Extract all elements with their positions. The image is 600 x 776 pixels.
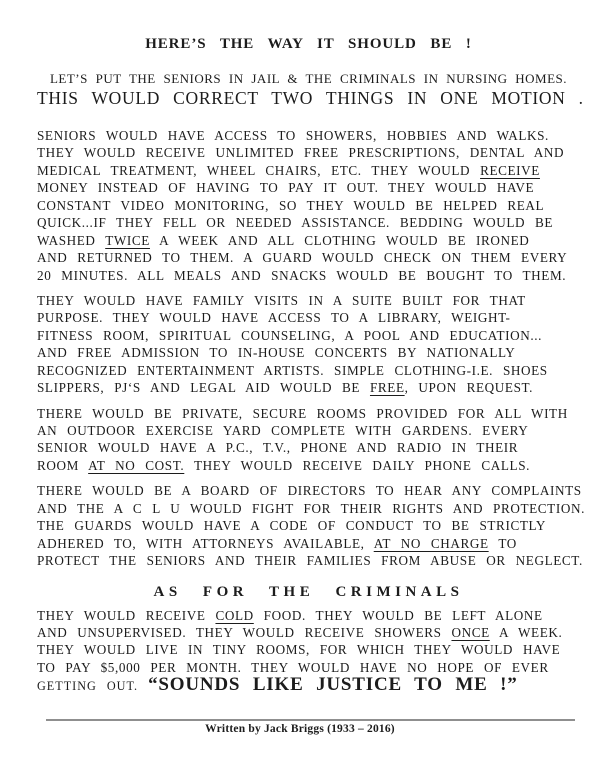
text-line (37, 292, 580, 309)
text-segment: RECOGNIZED ENTERTAINMENT ARTISTS. SIMPLE CLOTHING-I.E. SHOES (37, 362, 548, 378)
intro-line-1: LET’S PUT THE SENIORS IN JAIL & THE CRIMINALS IN NURSING HOMES. (49, 71, 568, 86)
text-line (37, 641, 580, 658)
text-segment: THEY WOULD RECEIVE (37, 607, 216, 623)
document-content (37, 36, 585, 696)
text-line (37, 197, 580, 214)
text-line (37, 127, 580, 144)
text-line (37, 214, 580, 231)
paragraph (37, 405, 580, 475)
text-line (37, 422, 580, 439)
paragraph (37, 127, 580, 284)
paragraph (37, 292, 580, 397)
paragraph (37, 607, 580, 696)
text-segment: AN OUTDOOR EXERCISE YARD COMPLETE WITH GARDENS. EVERY (37, 423, 529, 439)
text-segment: THERE WOULD BE A BOARD OF DIRECTORS TO HEAR ANY COMPLAINTS (37, 483, 582, 499)
text-line (37, 267, 580, 284)
text-segment: AND FREE ADMISSION TO IN-HOUSE CONCERTS BY NATIONALLY (37, 345, 516, 361)
intro-line-2: THIS WOULD CORRECT TWO THINGS IN ONE MOTION . (37, 88, 584, 108)
text-segment: TO (488, 535, 517, 551)
text-line (37, 457, 580, 474)
text-segment: A WEEK AND ALL CLOTHING WOULD BE IRONED (149, 232, 530, 248)
text-segment: PROTECT THE SENIORS AND THEIR FAMILIES FROM ABUSE OR NEGLECT. (37, 553, 583, 569)
author-byline: Written by Jack Briggs (1933 – 2016) (205, 723, 395, 735)
text-segment: WASHED (37, 232, 106, 248)
text-segment: TO PAY $5,000 PER MONTH. THEY WOULD HAVE NO HOPE OF EVER (37, 659, 549, 675)
text-segment: THERE WOULD BE PRIVATE, SECURE ROOMS PROVIDED FOR ALL WITH (37, 405, 568, 421)
text-segment: MONEY INSTEAD OF HAVING TO PAY IT OUT. THEY WOULD HAVE (37, 180, 535, 196)
main-title: HERE’S THE WAY IT SHOULD BE ! (145, 36, 472, 52)
text-segment: , UPON REQUEST. (404, 380, 534, 396)
underlined-text: ONCE (451, 625, 490, 640)
paragraph (37, 482, 585, 569)
text-line (37, 405, 580, 422)
text-segment: AND RETURNED TO THEM. A GUARD WOULD CHECK ON THEM EVERY (37, 250, 568, 266)
underlined-text: AT NO CHARGE (373, 535, 489, 551)
text-line (37, 309, 580, 326)
text-segment: THEY WOULD HAVE FAMILY VISITS IN A SUITE BUILT FOR THAT (37, 292, 526, 308)
underlined-text: AT NO COST. (88, 457, 185, 473)
text-segment: A WEEK. (489, 625, 563, 640)
text-segment: SLIPPERS, PJ‘S AND LEGAL AID WOULD BE (37, 380, 370, 396)
text-segment: THEY WOULD LIVE IN TINY ROOMS, FOR WHICH THEY WOULD HAVE (37, 642, 561, 658)
text-line (37, 249, 580, 266)
criminals-section (37, 607, 580, 696)
text-line (37, 607, 580, 624)
footer-divider (46, 719, 575, 721)
text-segment: FOOD. THEY WOULD BE LEFT ALONE (253, 607, 543, 623)
underlined-text: COLD (215, 607, 254, 623)
text-line (37, 179, 580, 196)
text-segment: ROOM (37, 457, 89, 473)
text-segment: THEY WOULD RECEIVE UNLIMITED FREE PRESCRIPTIONS, DENTAL AND (37, 145, 565, 161)
underlined-text: TWICE (105, 232, 150, 248)
text-line (37, 344, 580, 361)
text-segment: QUICK...IF THEY FELL OR NEEDED ASSISTANCE. BEDDING WOULD BE (37, 215, 554, 231)
underlined-text: FREE (369, 380, 405, 396)
criminals-heading: AS FOR THE CRIMINALS (153, 583, 464, 600)
text-line (37, 624, 580, 641)
text-segment: ADHERED TO, WITH ATTORNEYS AVAILABLE, (37, 535, 374, 551)
text-segment: 20 MINUTES. ALL MEALS AND SNACKS WOULD BE BOUGHT TO THEM. (37, 267, 567, 283)
text-segment: SENIOR WOULD HAVE A P.C., T.V., PHONE AND RADIO IN THEIR (37, 440, 519, 456)
text-segment: FITNESS ROOM, SPIRITUAL COUNSELING, A POOL AND EDUCATION... (37, 327, 543, 343)
text-segment: AND UNSUPERVISED. THEY WOULD RECEIVE SHOWERS (37, 625, 452, 640)
text-segment: MEDICAL TREATMENT, WHEEL CHAIRS, ETC. THEY WOULD (37, 162, 481, 178)
text-segment: THE GUARDS WOULD HAVE A CODE OF CONDUCT TO BE STRICTLY (37, 518, 546, 534)
text-segment: SENIORS WOULD HAVE ACCESS TO SHOWERS, HOBBIES AND WALKS. (37, 128, 549, 143)
text-line (37, 552, 583, 569)
text-line (37, 482, 580, 499)
text-segment: PURPOSE. THEY WOULD HAVE ACCESS TO A LIBRARY, WEIGHT- (37, 310, 511, 326)
text-line (37, 535, 580, 552)
text-line (37, 676, 580, 695)
text-line (37, 232, 580, 249)
text-line (37, 500, 585, 517)
text-segment: CONSTANT VIDEO MONITORING, SO THEY WOULD BE HELPED REAL (37, 197, 545, 213)
text-segment: AND THE A C L U WOULD FIGHT FOR THEIR RIGHTS AND PROTECTION. (37, 500, 585, 516)
text-segment: GETTING OUT. (37, 679, 149, 694)
emphasis-quote: “SOUNDS LIKE JUSTICE TO ME !” (148, 674, 518, 696)
text-line (37, 327, 580, 344)
seniors-section (37, 127, 585, 570)
text-line (37, 439, 580, 456)
text-line (37, 362, 580, 379)
text-line (37, 379, 580, 396)
text-segment: THEY WOULD RECEIVE DAILY PHONE CALLS. (184, 457, 531, 473)
text-line (37, 162, 580, 179)
text-line (37, 517, 580, 534)
text-line (37, 144, 580, 161)
underlined-text: RECEIVE (480, 162, 540, 178)
